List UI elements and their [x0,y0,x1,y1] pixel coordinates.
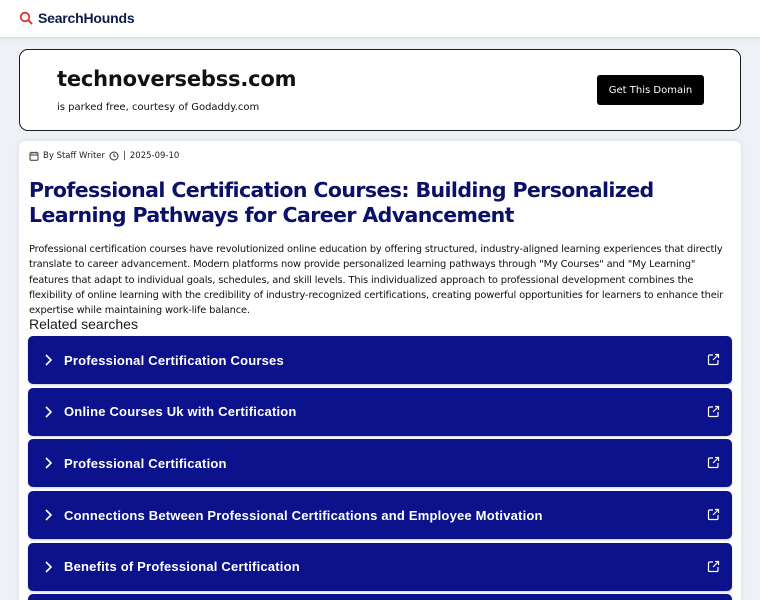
related-search-item[interactable] [28,439,732,487]
related-search-label: Professional Certification [64,455,227,471]
domain-subtitle: is parked free, courtesy of Godaddy.com [57,102,260,113]
get-domain-button[interactable]: Get This Domain [597,75,704,105]
external-link-icon [707,560,720,573]
related-search-item[interactable] [28,336,732,384]
article-date: 2025-09-10 [129,151,180,161]
top-bar [0,0,760,38]
chevron-right-icon [43,353,53,367]
related-search-item[interactable] [28,594,732,600]
chevron-right-icon [43,560,53,574]
related-search-label: Benefits of Professional Certification [64,559,300,575]
article-title: Professional Certification Courses: Building Personalized Learning Pathways for Career Advancement [29,178,654,227]
related-search-label: Professional Certification Courses [64,352,284,368]
article-body: Professional certification courses have revolutionized online education by offering structured, industry-aligned learning experiences that directly translate to career advancement. Modern platforms now provide personalized learning pathways through "My Courses" and "My Learning" features that adapt to individual goals, schedules, and skill levels. This individualized approach to professional development combines the flexibility of online learning with the credibility of industry-recognized certifications, creating powerful opportunities for learners to enhance their expertise while maintaining work-life balance. [29,244,724,317]
related-search-item[interactable] [28,543,732,591]
article-author: By Staff Writer [43,151,105,161]
related-search-label: Online Courses Uk with Certification [64,404,297,420]
domain-parking-card [19,49,741,131]
chevron-right-icon [43,456,53,470]
related-search-item[interactable] [28,491,732,539]
related-search-label: Connections Between Professional Certifications and Employee Motivation [64,507,543,523]
related-searches-list [28,336,732,600]
brand-name: SearchHounds [38,10,135,26]
brand-logo[interactable] [19,10,134,26]
external-link-icon [707,456,720,469]
chevron-right-icon [43,405,53,419]
external-link-icon [707,353,720,366]
article-meta [29,151,179,161]
related-searches-heading: Related searches [29,316,138,332]
chevron-right-icon [43,508,53,522]
meta-separator: | [123,151,126,161]
external-link-icon [707,405,720,418]
article-card [19,141,741,600]
calendar-icon [29,151,39,161]
external-link-icon [707,508,720,521]
related-search-item[interactable] [28,388,732,436]
domain-name: technoversebss.com [57,67,297,91]
clock-icon [109,151,119,161]
search-icon [19,11,33,25]
